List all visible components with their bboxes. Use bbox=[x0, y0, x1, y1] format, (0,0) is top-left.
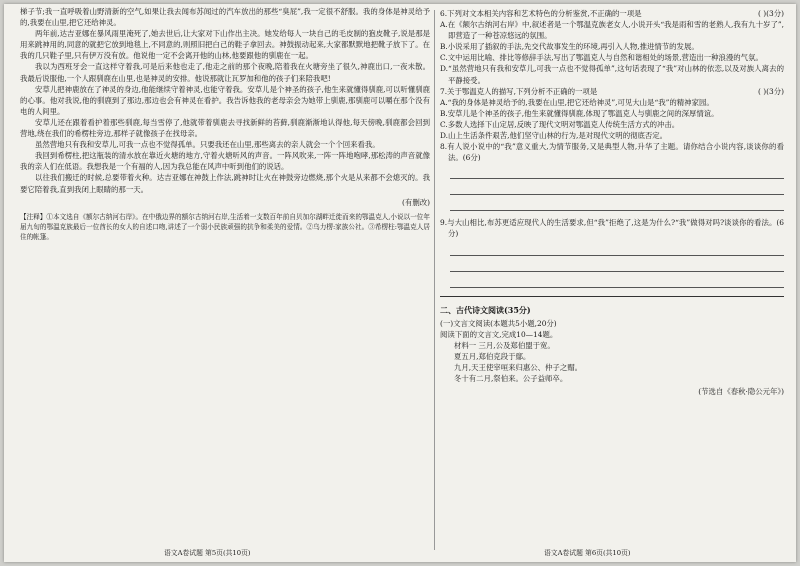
material-line: 夏五月,郑伯克段于鄢。 bbox=[454, 351, 531, 361]
answer-line[interactable] bbox=[450, 181, 784, 195]
page-footer-right: 语文A卷试题 第6页(共10页) bbox=[544, 549, 631, 557]
question-6 bbox=[440, 8, 784, 19]
answer-line[interactable] bbox=[450, 242, 784, 256]
material-line: 冬十有二月,祭伯来。公子益师卒。 bbox=[454, 374, 568, 384]
question-7 bbox=[440, 86, 784, 97]
passage-paragraph: 虽然营地只有我和安草儿,可我一点也不觉得孤单。只要我还在山里,那些离去的亲人就会一个个回来看我。 bbox=[35, 140, 380, 150]
page-footer-left: 语文A卷试题 第5页(共10页) bbox=[164, 549, 251, 557]
subsection-instruction: 阅读下面的文言文,完成10—14题。 bbox=[440, 329, 558, 339]
passage-paragraph: 以往我们搬迁的时候,总要带着火种。达吉亚娜在神鼓上作法,跳神时让火在神鼓旁边燃烧,那个火是从来都不会熄灭的。我要它陪着我,直到我闭上眼睛的那一天。 bbox=[20, 173, 430, 194]
question-score: ( )(3分) bbox=[758, 86, 784, 96]
question-8: 8.有人说小说中的“我”意义重大,为情节服务,又是典型人物,升华了主题。请你结合小说内容,谈谈你的看法。(6分) bbox=[440, 142, 784, 163]
question-9: 9.与大山相比,布苏更适应现代人的生活要求,但“我”拒绝了,这是为什么?“我”做得对吗?谈谈你的看法。(6分) bbox=[440, 218, 784, 239]
subsection-title: (一)文言文阅读(本题共5小题,20分) bbox=[440, 318, 557, 328]
section-title: 二、古代诗文阅读(35分) bbox=[440, 304, 531, 315]
answer-line[interactable] bbox=[450, 274, 784, 288]
option-a: A.在《额尔古纳河右岸》中,叙述者是一个鄂温克族老女人,小说开头“我是雨和雪的老熟人,我有九十岁了”,即营造了一种苍凉悠远的氛围。 bbox=[440, 20, 784, 41]
option-b: B.小说采用了插叙的手法,先交代故事发生的环境,再引入人物,推进情节的发展。 bbox=[440, 42, 699, 52]
option-d: D.“虽然营地只有我和安草儿,可我一点也不觉得孤单”,这句话表现了“我”对山林的依恋,以及对族人离去的平静接受。 bbox=[440, 64, 784, 85]
option-b: B.安草儿是个神圣的孩子,他生来就懂得驯鹿,体现了鄂温克人与驯鹿之间的深厚情谊。 bbox=[440, 108, 719, 118]
questions-column bbox=[440, 8, 784, 399]
passage-paragraph: 安草儿把神鹿放在了神灵的身边,他能继续守着神灵,也能守着我。安草儿是个神圣的孩子,他生来就懂得驯鹿,可以听懂驯鹿的心事。他对我说,他的驯鹿到了那边,那边也会有神灵在看护。我告诉他我的老母亲会为她带上驯鹿,那驯鹿可以嚼在那个没有电的人间里。 bbox=[20, 84, 430, 116]
passage-paragraph: 两年前,达吉亚娜在暴风雨里淹死了,她去世后,让大家对下山作出主决。她发给每人一块自己的毛皮制的狍皮靴子,说是那是用来跳神用的,同意的就把它放到地毯上,不同意的,则照旧把白己的鞋子拿回去。神鼓振动起来,大家都默默地把靴子放下了。在我的几只鞋子里,只有伊万没有放。他说他一定不会离开他的山林,他要跟他的驯鹿在一起。 bbox=[20, 29, 430, 61]
question-score: ( )(3分) bbox=[758, 9, 784, 18]
material-line: 材料一 三月,公及郑伯盟于宽。 bbox=[454, 340, 555, 350]
answer-line[interactable] bbox=[450, 197, 784, 211]
option-d: D.山上生活条件艰苦,他们坚守山林的行为,是对现代文明的彻底否定。 bbox=[440, 131, 668, 141]
passage-paragraph: 安草儿还在跟着看护着那些驯鹿,每当雪停了,他就带着驯鹿去寻找新鲜的苔藓,驯鹿渐渐地认得他,每天傍晚,驯鹿都会回到营地,绕在我们的希楞柱旁边,那样子就像孩子在找母亲。 bbox=[20, 117, 430, 139]
column-divider bbox=[434, 10, 435, 550]
answer-line[interactable] bbox=[450, 165, 784, 179]
reading-passage bbox=[20, 6, 430, 242]
passage-paragraph: 我回到希楞柱,把这瓶装的清水放在靠近火塘的地方,守着火塘听风的声音。一阵风吹来,一阵一阵地咆哮,那松涛的声音就像我的亲人们在低语。我想我是一个有福的人,因为我总能在风声中听到他们的说话。 bbox=[20, 151, 430, 172]
passage-note: 【注释】①本文选自《额尔古纳河右岸》。在中俄边界的额尔古纳河右岸,生活着一支数百年前自贝加尔湖畔迁徙而来的鄂温克人,小说以一位年届九旬的鄂温克族最后一位酋长的女人的自述口吻,讲述了一个弱小民族顽强的抗争和柔美的爱情。②乌力楞:家族公社。③希楞柱:鄂温克人居住的帐篷。 bbox=[20, 212, 430, 242]
question-stem: 6.下列对文本相关内容和艺术特色的分析鉴赏,不正确的一项是 bbox=[440, 9, 642, 18]
exam-sheet bbox=[4, 4, 796, 562]
passage-source: (有删改) bbox=[402, 197, 430, 207]
material-source: (节选自《春秋·隐公元年》) bbox=[698, 387, 784, 397]
answer-line[interactable] bbox=[450, 258, 784, 272]
passage-paragraph: 梯子节;我一直呼吸着山野清新的空气,如果让我去闻布苏闻过的汽车放出的那些“臭屁”,我一定很不舒服。我的身体是神灵给予的,我要在山里,把它还给神灵。 bbox=[20, 7, 430, 28]
material-line: 九月,天王使宰咺来归惠公、仲子之赗。 bbox=[454, 362, 582, 372]
question-stem: 7.关于鄂温克人的描写,下列分析不正确的一项是 bbox=[440, 86, 598, 96]
section-divider bbox=[440, 296, 784, 297]
option-c: C.文中运用比喻、排比等修辞手法,写出了鄂温克人与自然和谐相处的场景,营造出一种浪漫的气氛。 bbox=[440, 53, 763, 63]
passage-paragraph: 我以为西班牙会一直这样守着我,可是后来他也走了,他走之前的那个夜晚,陪着我在火塘旁坐了很久,神鹿出口,一夜未散。我最后说服他,一个人跟驯鹿在山里,也是神灵的安排。他说那就让瓦罗加和他的孩子们来陪我吧! bbox=[20, 62, 430, 83]
option-a: A.“我的身体是神灵给予的,我要在山里,把它还给神灵”,可见大山是“我”的精神家园。 bbox=[440, 97, 714, 107]
option-c: C.多数人选择下山定居,反映了现代文明对鄂温克人传统生活方式的冲击。 bbox=[440, 119, 680, 129]
